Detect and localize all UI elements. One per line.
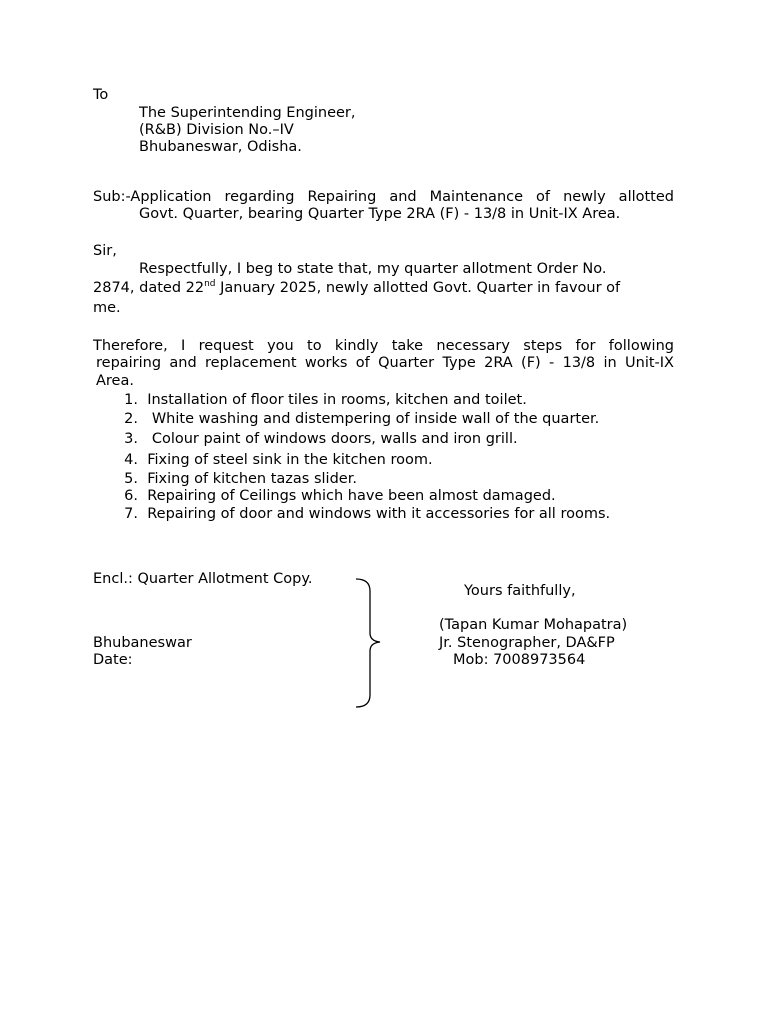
curly-brace-icon bbox=[350, 575, 390, 715]
addressee-title: The Superintending Engineer, bbox=[139, 105, 356, 121]
list-item: 7. Repairing of door and windows with it accessories for all rooms. bbox=[124, 506, 611, 522]
paragraph-2-line-1: Therefore, I request you to kindly take necessary steps for following bbox=[93, 338, 674, 354]
list-item: 5. Fixing of kitchen tazas slider. bbox=[124, 471, 357, 487]
addressee-location: Bhubaneswar, Odisha. bbox=[139, 139, 302, 155]
list-item: 3. Colour paint of windows doors, walls and iron grill. bbox=[124, 431, 518, 447]
subject-line-1: Sub:-Application regarding Repairing and Maintenance of newly allotted bbox=[93, 189, 674, 205]
paragraph-1-line-1: Respectfully, I beg to state that, my quarter allotment Order No. bbox=[139, 261, 607, 277]
closing-text: Yours faithfully, bbox=[464, 583, 576, 599]
paragraph-1-line-3: me. bbox=[93, 300, 121, 316]
paragraph-1-line-2: 2874, dated 22nd January 2025, newly allotted Govt. Quarter in favour of bbox=[93, 279, 621, 296]
salutation: Sir, bbox=[93, 243, 117, 259]
list-item: 6. Repairing of Ceilings which have been almost damaged. bbox=[124, 488, 556, 504]
sender-name: (Tapan Kumar Mohapatra) bbox=[439, 617, 628, 633]
list-item: 4. Fixing of steel sink in the kitchen room. bbox=[124, 452, 433, 468]
to-label: To bbox=[93, 87, 109, 103]
ordinal-suffix: nd bbox=[204, 279, 216, 289]
addressee-division: (R&B) Division No.–IV bbox=[139, 122, 294, 138]
sender-mobile: Mob: 7008973564 bbox=[453, 652, 586, 668]
enclosure-note: Encl.: Quarter Allotment Copy. bbox=[93, 571, 313, 587]
list-item: 2. White washing and distempering of inside wall of the quarter. bbox=[124, 411, 600, 427]
list-item: 1. Installation of floor tiles in rooms, kitchen and toilet. bbox=[124, 392, 527, 408]
paragraph-2-line-2: repairing and replacement works of Quarter Type 2RA (F) - 13/8 in Unit-IX bbox=[96, 355, 674, 371]
date-label: Date: bbox=[93, 652, 133, 668]
paragraph-2-line-3: Area. bbox=[96, 373, 134, 389]
place-label: Bhubaneswar bbox=[93, 635, 192, 651]
sender-designation: Jr. Stenographer, DA&FP bbox=[439, 635, 615, 651]
subject-line-2: Govt. Quarter, bearing Quarter Type 2RA (F) - 13/8 in Unit-IX Area. bbox=[139, 206, 621, 222]
